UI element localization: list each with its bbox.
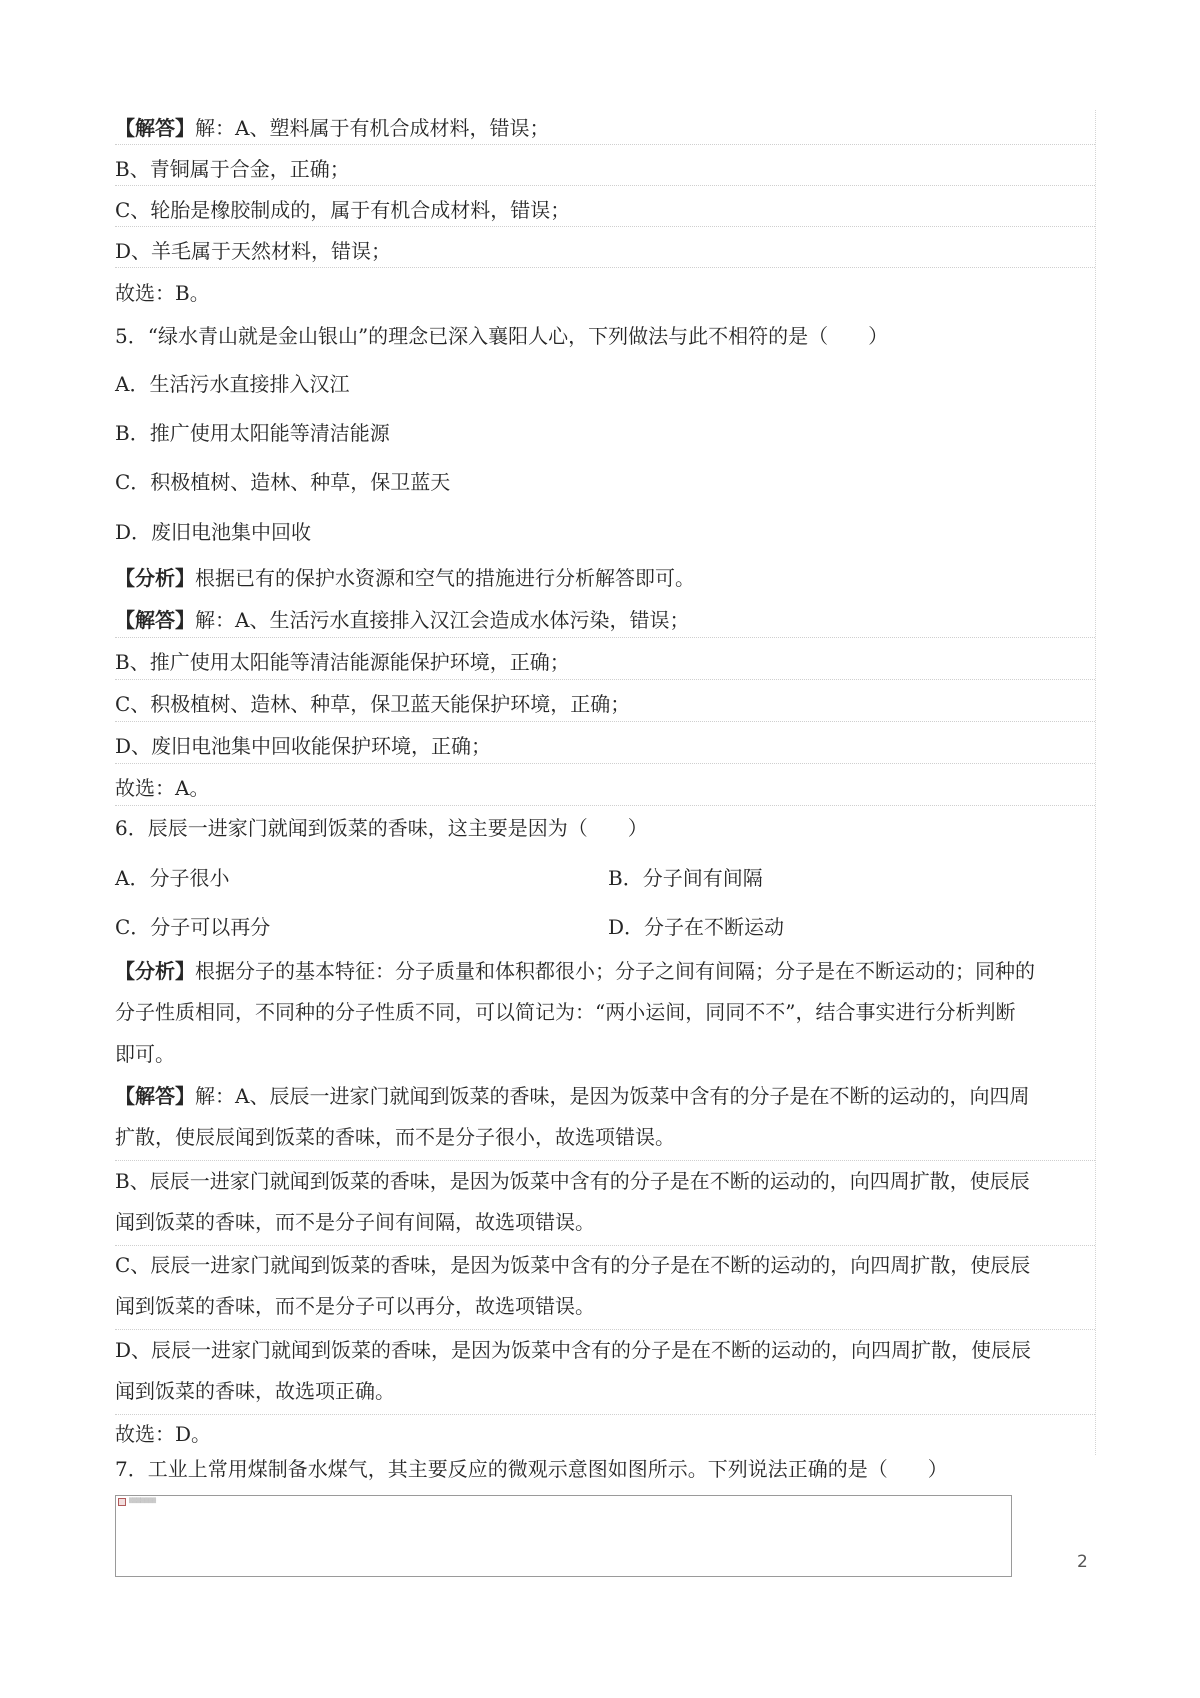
figure-label: ▒▒▒▒▒▒▒ xyxy=(129,1498,156,1504)
q6-analysis-line-1: 【分析】根据分子的基本特征：分子质量和体积都很小；分子之间有间隔；分子是在不断运动的；同种的 xyxy=(115,959,1035,983)
answer-label: 【解答】 xyxy=(115,116,195,140)
line-separator xyxy=(115,679,1095,680)
broken-image-icon xyxy=(118,1498,126,1506)
analysis-label: 【分析】 xyxy=(115,566,195,590)
q6-answer-line-6: 闻到饭菜的香味，而不是分子可以再分，故选项错误。 xyxy=(115,1294,595,1318)
line-separator xyxy=(115,226,1095,227)
line-separator xyxy=(115,1245,1095,1246)
q6-option-b: B．分子间有间隔 xyxy=(608,866,763,890)
q6-option-c: C．分子可以再分 xyxy=(115,915,271,939)
q5-option-d: D．废旧电池集中回收 xyxy=(115,520,312,544)
q6-answer-line-9: 故选：D。 xyxy=(115,1422,212,1446)
q4-answer-line-5: 故选：B。 xyxy=(115,281,210,305)
q5-option-c: C．积极植树、造林、种草，保卫蓝天 xyxy=(115,470,451,494)
q6-answer-line-1: 【解答】解：A、辰辰一进家门就闻到饭菜的香味，是因为饭菜中含有的分子是在不断的运动的，向四周 xyxy=(115,1084,1030,1108)
q6-analysis-line-3: 即可。 xyxy=(115,1042,175,1066)
q7-figure-placeholder xyxy=(115,1495,1012,1577)
q5-answer-line-4: D、废旧电池集中回收能保护环境，正确； xyxy=(115,734,492,758)
q7-stem: 7．工业上常用煤制备水煤气，其主要反应的微观示意图如图所示。下列说法正确的是（ ） xyxy=(115,1457,948,1481)
line-separator xyxy=(115,1329,1095,1330)
q5-analysis: 【分析】根据已有的保护水资源和空气的措施进行分析解答即可。 xyxy=(115,566,695,590)
q5-answer-line-2: B、推广使用太阳能等清洁能源能保护环境，正确； xyxy=(115,650,570,674)
q6-option-d: D．分子在不断运动 xyxy=(608,915,785,939)
q6-answer-line-2: 扩散，使辰辰闻到饭菜的香味，而不是分子很小，故选项错误。 xyxy=(115,1125,675,1149)
line-separator xyxy=(115,805,1095,806)
q5-answer-line-1: 【解答】解：A、生活污水直接排入汉江会造成水体污染，错误； xyxy=(115,608,690,632)
right-margin-guide xyxy=(1095,110,1096,1455)
line-separator xyxy=(115,1414,1095,1415)
q6-answer-line-4: 闻到饭菜的香味，而不是分子间有间隔，故选项错误。 xyxy=(115,1210,595,1234)
q4-answer-line-4: D、羊毛属于天然材料，错误； xyxy=(115,239,392,263)
q5-option-b: B．推广使用太阳能等清洁能源 xyxy=(115,421,390,445)
line-separator xyxy=(115,185,1095,186)
q6-answer-line-7: D、辰辰一进家门就闻到饭菜的香味，是因为饭菜中含有的分子是在不断的运动的，向四周扩散，使辰辰 xyxy=(115,1338,1032,1362)
q6-stem: 6．辰辰一进家门就闻到饭菜的香味，这主要是因为（ ） xyxy=(115,816,648,840)
q6-answer-line-3: B、辰辰一进家门就闻到饭菜的香味，是因为饭菜中含有的分子是在不断的运动的，向四周扩散，使辰辰 xyxy=(115,1169,1030,1193)
q5-answer-line-5: 故选：A。 xyxy=(115,776,210,800)
q4-answer-line-3: C、轮胎是橡胶制成的，属于有机合成材料，错误； xyxy=(115,198,571,222)
q6-answer-line-8: 闻到饭菜的香味，故选项正确。 xyxy=(115,1379,395,1403)
answer-label: 【解答】 xyxy=(115,608,195,632)
q6-option-a: A．分子很小 xyxy=(115,866,230,890)
analysis-label: 【分析】 xyxy=(115,959,195,983)
line-separator xyxy=(115,763,1095,764)
q5-stem: 5．“绿水青山就是金山银山”的理念已深入襄阳人心，下列做法与此不相符的是（ ） xyxy=(115,324,889,348)
line-separator xyxy=(115,144,1095,145)
q4-answer-line-2: B、青铜属于合金，正确； xyxy=(115,157,350,181)
line-separator xyxy=(115,1160,1095,1161)
q4-answer-line-1: 【解答】解：A、塑料属于有机合成材料，错误； xyxy=(115,116,550,140)
line-separator xyxy=(115,267,1095,268)
q5-option-a: A．生活污水直接排入汉江 xyxy=(115,372,350,396)
answer-label: 【解答】 xyxy=(115,1084,195,1108)
q6-answer-line-5: C、辰辰一进家门就闻到饭菜的香味，是因为饭菜中含有的分子是在不断的运动的，向四周扩散，使辰辰 xyxy=(115,1253,1031,1277)
q6-analysis-line-2: 分子性质相同，不同种的分子性质不同，可以简记为：“两小运间，同同不不”，结合事实进行分析判断 xyxy=(115,1000,1016,1024)
line-separator xyxy=(115,637,1095,638)
page-number: 2 xyxy=(1077,1552,1088,1572)
line-separator xyxy=(115,721,1095,722)
q5-answer-line-3: C、积极植树、造林、种草，保卫蓝天能保护环境，正确； xyxy=(115,692,631,716)
